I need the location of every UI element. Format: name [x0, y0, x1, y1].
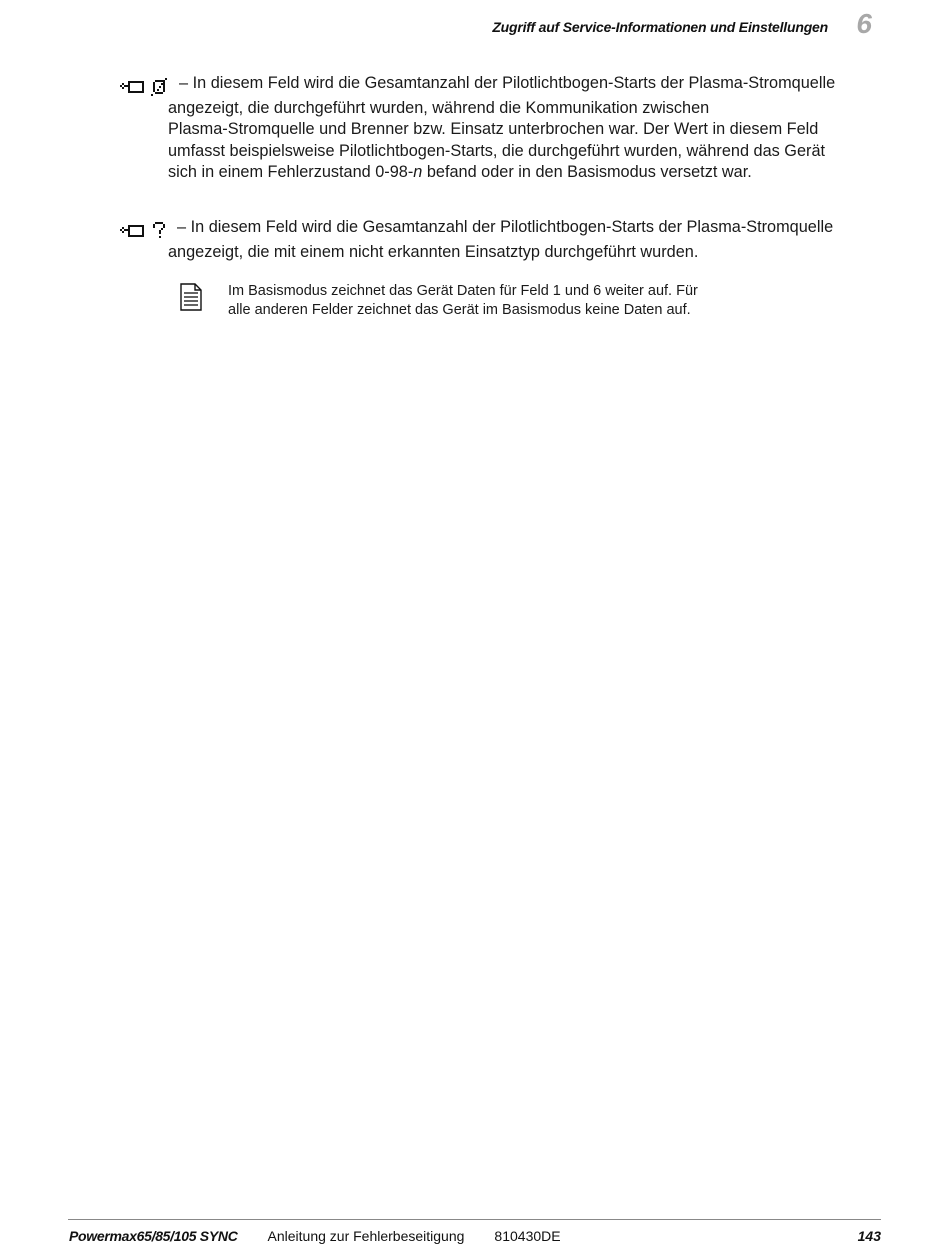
footer-document-code: 810430DE	[494, 1228, 561, 1244]
entry-text: befand oder in den Basismodus versetzt war.	[422, 163, 752, 181]
entry-first-line: – In diesem Feld wird die Gesamtanzahl der Pilotlichtbogen-Starts der Plasma-Stromquelle	[174, 74, 836, 92]
footer-document-title: Anleitung zur Fehlerbeseitigung	[267, 1228, 465, 1244]
entry-last-line	[168, 162, 880, 184]
note-icon	[180, 283, 202, 311]
page-footer	[69, 1228, 881, 1244]
page-header	[492, 19, 828, 35]
footer-divider	[68, 1219, 881, 1220]
note-line: alle anderen Felder zeichnet das Gerät im Basismodus keine Daten auf.	[228, 302, 691, 318]
section-title: Zugriff auf Service-Informationen und Einstellungen	[492, 19, 828, 35]
torch-icon	[120, 79, 146, 95]
chapter-number: 6	[856, 8, 872, 39]
field-description-unknown-cartridge	[120, 217, 880, 263]
entry-text: sich in einem Fehlerzustand 0-98-	[168, 163, 414, 181]
field-icons	[120, 76, 169, 98]
entry-first-line: – In diesem Feld wird die Gesamtanzahl der Pilotlichtbogen-Starts der Plasma-Stromquelle	[172, 218, 834, 236]
entry-line: angezeigt, die mit einem nicht erkannten Einsatztyp durchgeführt wurden.	[168, 242, 699, 261]
field-icons	[120, 220, 167, 242]
torch-icon	[120, 223, 146, 239]
error-variable: n	[413, 163, 423, 181]
slashed-circle-icon	[151, 78, 169, 96]
entry-line: umfasst beispielsweise Pilotlichtbogen-Starts, die durchgeführt wurden, während das Gerät	[168, 141, 826, 160]
footer-product: Powermax65/85/105 SYNC	[69, 1228, 238, 1244]
note-box	[180, 282, 800, 320]
entry-line: Plasma-Stromquelle und Brenner bzw. Einsatz unterbrochen war. Der Wert in diesem Feld	[168, 120, 819, 138]
field-description-no-communication	[120, 73, 880, 184]
page-number: 143	[857, 1228, 881, 1244]
question-mark-icon	[151, 222, 167, 240]
note-line: Im Basismodus zeichnet das Gerät Daten für Feld 1 und 6 weiter auf. Für	[228, 283, 698, 299]
entry-line: angezeigt, die durchgeführt wurden, während die Kommunikation zwischen	[168, 98, 710, 117]
